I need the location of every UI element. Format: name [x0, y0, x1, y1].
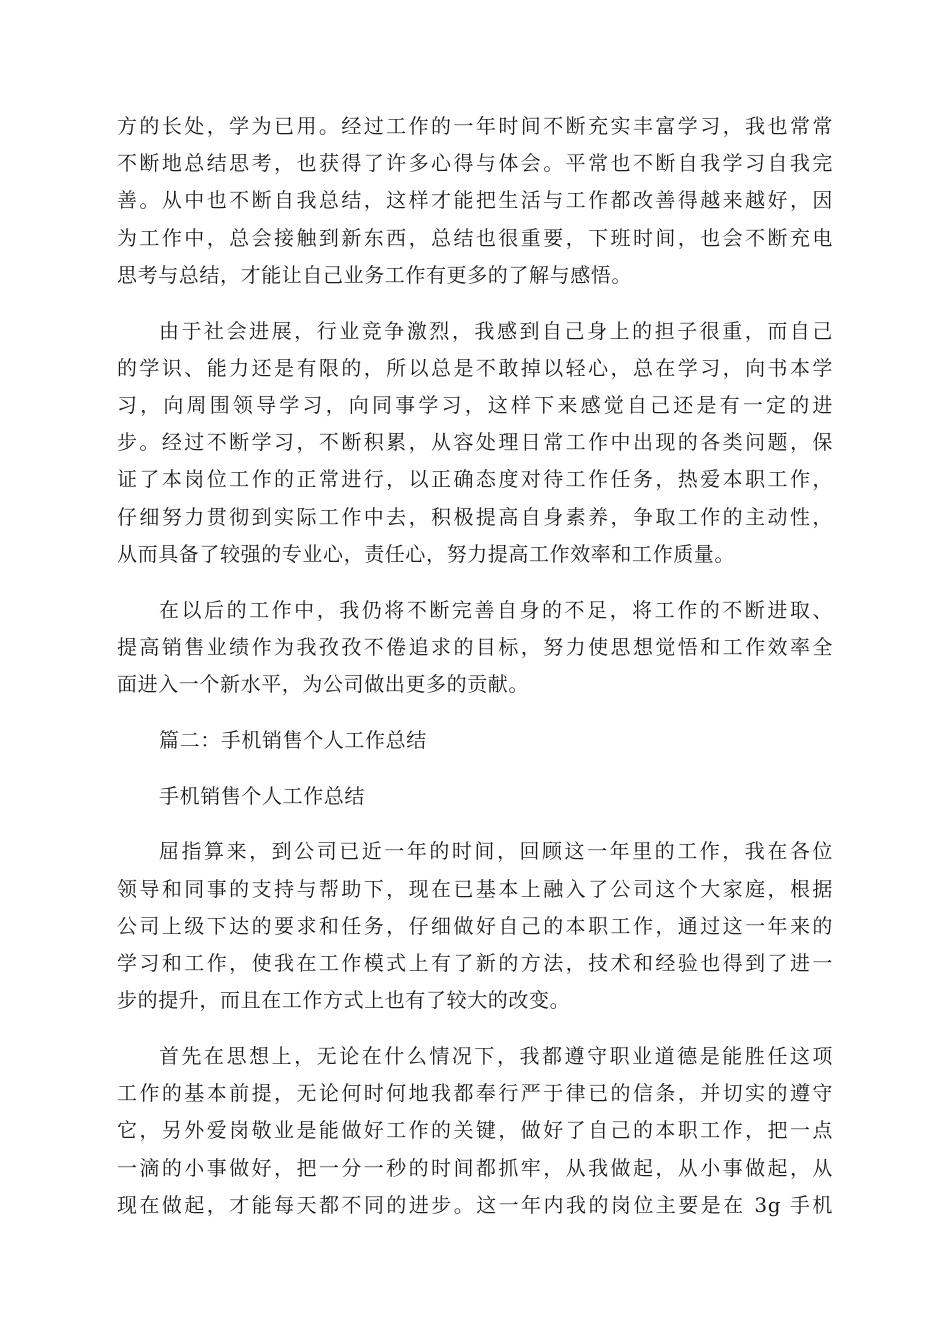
text-line: 步的提升，而且在工作方式上也有了较大的改变。 — [117, 988, 571, 1013]
text-line: 领导和同事的支持与帮助下，现在已基本上融入了公司这个大家庭，根据 — [117, 876, 833, 901]
text-line: 在以后的工作中，我仍将不断完善自身的不足，将工作的不断进取、 — [159, 597, 833, 622]
text-line: 习，向周围领导学习，向同事学习，这样下来感觉自己还是有一定的进 — [117, 393, 833, 418]
text-line: 善。从中也不断自我总结，这样才能把生活与工作都改善得越来越好，因 — [117, 188, 833, 213]
text-line: 为工作中，总会接触到新东西，总结也很重要，下班时间，也会不断充电 — [117, 225, 833, 250]
text-line: 提高销售业绩作为我孜孜不倦追求的目标，努力使思想觉悟和工作效率全 — [117, 634, 833, 659]
document-page — [117, 108, 833, 1243]
text-line: 仔细努力贯彻到实际工作中去，积极提高自身素养，争取工作的主动性， — [117, 504, 833, 529]
section-heading: 篇二：手机销售个人工作总结 — [159, 727, 427, 752]
text-line: 方的长处，学为已用。经过工作的一年时间不断充实丰富学习，我也常常 — [117, 114, 833, 138]
text-line: 步。经过不断学习，不断积累，从容处理日常工作中出现的各类问题，保 — [117, 430, 833, 455]
paragraph-3 — [117, 592, 833, 704]
text-line: 屈指算来，到公司已近一年的时间，回顾这一年里的工作，我在各位 — [159, 839, 833, 864]
text-line: 现在做起，才能每天都不同的进步。这一年内我的岗位主要是在 3g 手机 — [117, 1192, 833, 1217]
text-line: 学习和工作，使我在工作模式上有了新的方法，技术和经验也得到了进一 — [117, 951, 833, 976]
text-line: 公司上级下达的要求和任务，仔细做好自己的本职工作，通过这一年来的 — [117, 913, 833, 938]
text-line: 的学识、能力还是有限的，所以总是不敢掉以轻心，总在学习，向书本学 — [117, 355, 833, 380]
text-line: 由于社会进展，行业竞争激烈，我感到自己身上的担子很重，而自己 — [159, 318, 833, 343]
text-line: 证了本岗位工作的正常进行，以正确态度对待工作任务，热爱本职工作， — [117, 467, 833, 492]
text-line: 不断地总结思考，也获得了许多心得与体会。平常也不断自我学习自我完 — [117, 151, 833, 176]
text-line: 一滴的小事做好，把一分一秒的时间都抓牢，从我做起，从小事做起，从 — [117, 1155, 833, 1180]
paragraph-1 — [117, 108, 833, 294]
text-line: 首先在思想上，无论在什么情况下，我都遵守职业道德是能胜任这项 — [159, 1044, 833, 1069]
text-line: 从而具备了较强的专业心，责任心，努力提高工作效率和工作质量。 — [117, 541, 735, 566]
section-title: 手机销售个人工作总结 — [159, 783, 365, 808]
paragraph-4 — [117, 833, 833, 1019]
text-line: 思考与总结，才能让自己业务工作有更多的了解与感悟。 — [117, 262, 632, 287]
text-line: 工作的基本前提，无论何时何地我都奉行严于律已的信条，并切实的遵守 — [117, 1081, 833, 1106]
text-line: 它，另外爱岗敬业是能做好工作的关键，做好了自己的本职工作，把一点 — [117, 1118, 833, 1143]
paragraph-5 — [117, 1038, 833, 1224]
paragraph-2 — [117, 313, 833, 573]
text-line: 面进入一个新水平，为公司做出更多的贡献。 — [117, 672, 529, 697]
